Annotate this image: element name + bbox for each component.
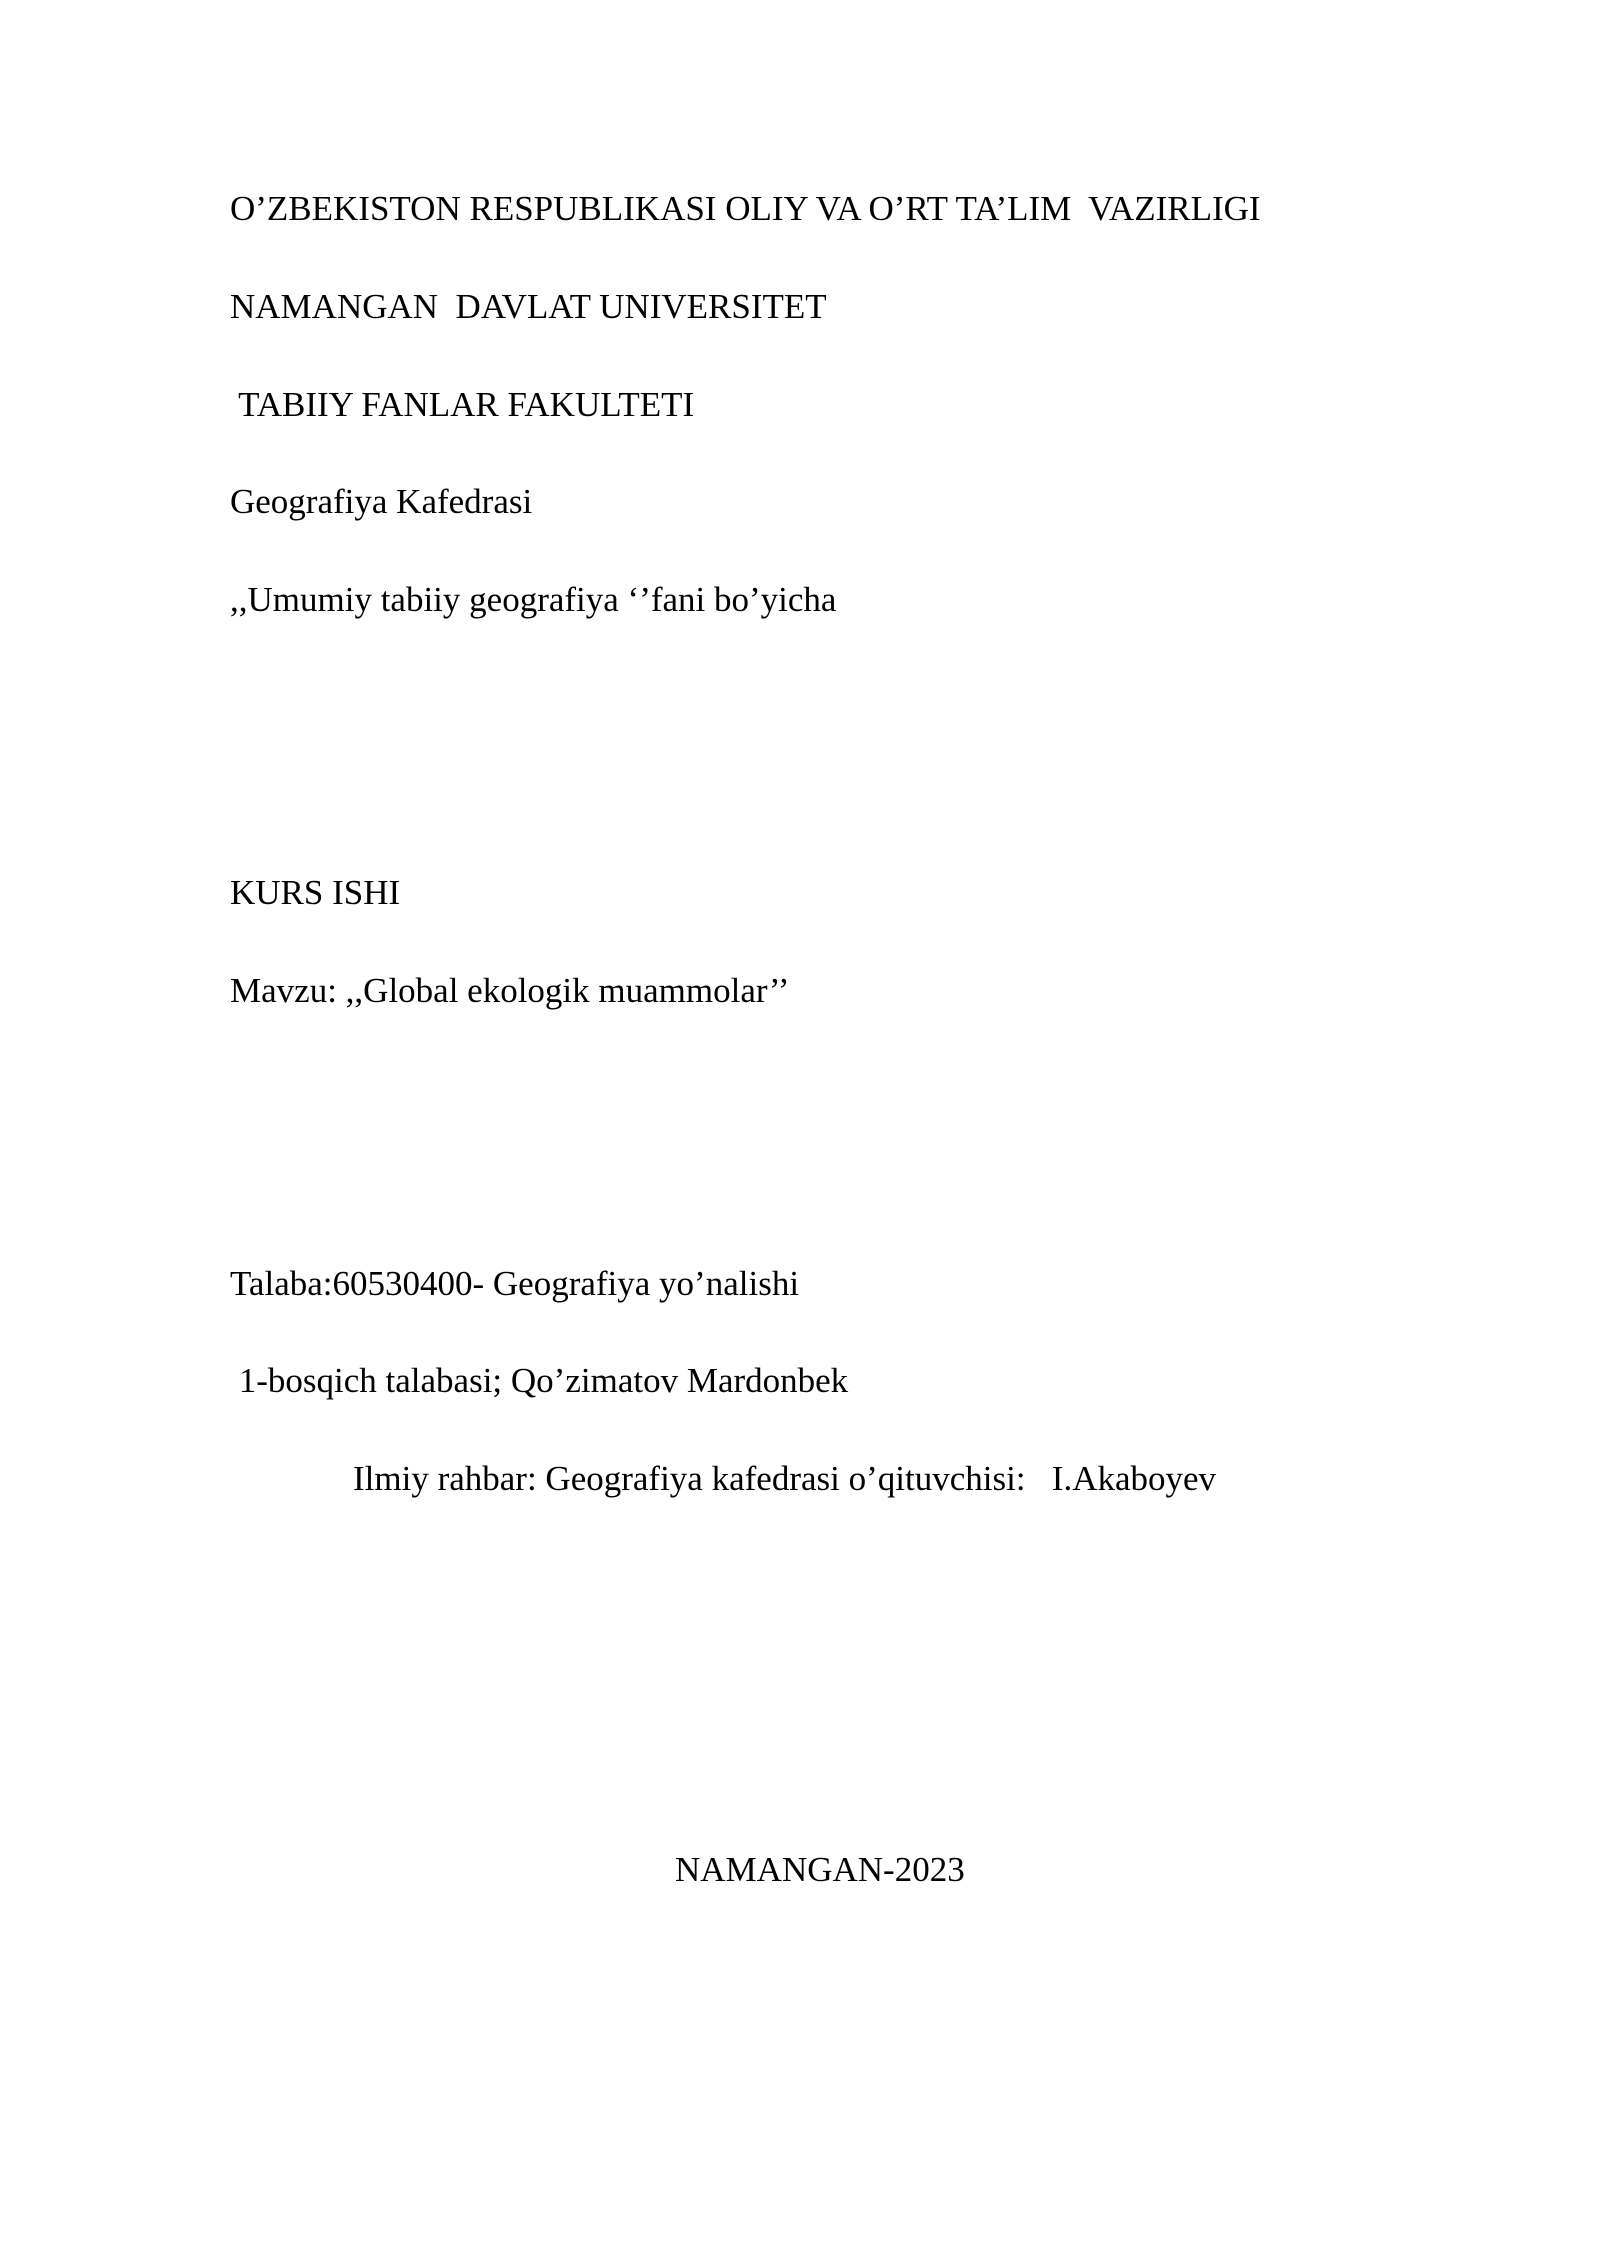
ministry-heading: O’ZBEKISTON RESPUBLIKASI OLIY VA O’RT TA’LIM VAZIRLIGI <box>230 189 1261 228</box>
student-stage-name: 1-bosqich talabasi; Qo’zimatov Mardonbek <box>230 1361 849 1400</box>
city-year: NAMANGAN-2023 <box>675 1850 965 1889</box>
subject-line: ,,Umumiy tabiiy geografiya ‘’fani bo’yicha <box>230 580 837 619</box>
university-name: NAMANGAN DAVLAT UNIVERSITET <box>230 287 827 326</box>
supervisor-line: Ilmiy rahbar: Geografiya kafedrasi o’qituvchisi: I.Akaboyev <box>353 1459 1217 1498</box>
student-direction: Talaba:60530400- Geografiya yo’nalishi <box>230 1264 800 1303</box>
department-name: Geografiya Kafedrasi <box>230 482 533 521</box>
work-type-title: KURS ISHI <box>230 873 401 912</box>
topic-line: Mavzu: ,,Global ekologik muammolar’’ <box>230 971 790 1010</box>
faculty-name: TABIIY FANLAR FAKULTETI <box>230 385 695 424</box>
